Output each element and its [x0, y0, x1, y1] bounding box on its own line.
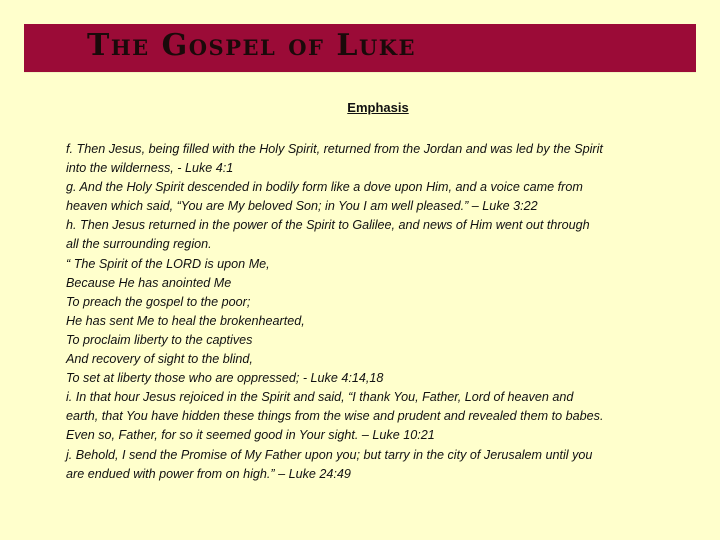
text-line: And recovery of sight to the blind, [66, 352, 253, 367]
text-line: f. Then Jesus, being filled with the Holy Spirit, returned from the Jordan and was led by the Spirit [66, 142, 603, 156]
text-line: “ The Spirit of the LORD is upon Me, [66, 256, 270, 271]
text-line: earth, that You have hidden these things from the wise and prudent and revealed them to babes. [66, 409, 604, 424]
slide-subtitle: Emphasis [347, 100, 409, 115]
text-line: g. And the Holy Spirit descended in bodily form like a dove upon Him, and a voice came from [66, 180, 583, 195]
title-bar [24, 24, 696, 72]
text-line: He has sent Me to heal the brokenhearted, [66, 313, 305, 328]
text-line: To proclaim liberty to the captives [66, 332, 253, 347]
text-line: are endued with power from on high.” – Luke 24:49 [66, 466, 351, 481]
text-line: To set at liberty those who are oppressed; - Luke 4:14,18 [66, 371, 384, 386]
text-line: j. Behold, I send the Promise of My Father upon you; but tarry in the city of Jerusalem until you [66, 447, 593, 462]
text-line: h. Then Jesus returned in the power of the Spirit to Galilee, and news of Him went out through [66, 218, 590, 233]
text-line: Even so, Father, for so it seemed good in Your sight. – Luke 10:21 [66, 428, 435, 443]
text-line: Because He has anointed Me [66, 275, 232, 290]
scripture-text [66, 140, 706, 484]
text-line: heaven which said, “You are My beloved Son; in You I am well pleased.” – Luke 3:22 [66, 199, 538, 214]
text-line: all the surrounding region. [66, 237, 212, 252]
slide-title: The Gospel of Luke [87, 28, 417, 63]
text-line: into the wilderness, - Luke 4:1 [66, 161, 234, 176]
text-line: To preach the gospel to the poor; [66, 294, 251, 309]
text-line: i. In that hour Jesus rejoiced in the Spirit and said, “I thank You, Father, Lord of heaven and [66, 390, 574, 405]
